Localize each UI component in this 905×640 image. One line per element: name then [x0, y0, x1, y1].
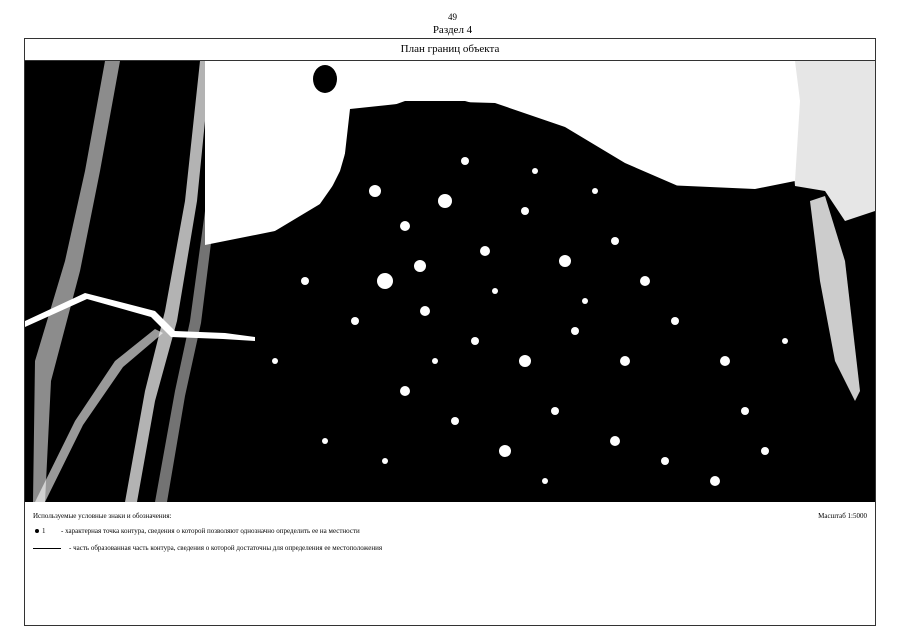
plan-title: План границ объекта	[25, 39, 875, 61]
map-pond	[313, 65, 337, 93]
page-number: 49	[448, 12, 457, 22]
point-symbol-label: 1	[42, 527, 46, 535]
legend-heading: Используемые условные знаки и обозначения:	[33, 512, 172, 520]
point-symbol	[33, 527, 61, 535]
plan-frame	[24, 38, 876, 626]
map-scale: Масштаб 1:5000	[818, 512, 867, 520]
contour-line-icon	[33, 548, 61, 549]
section-title: Раздел 4	[432, 24, 473, 36]
map-graphic	[25, 61, 875, 502]
legend-item-line	[33, 544, 389, 553]
legend-item-point	[33, 527, 360, 535]
aerial-map-image	[25, 61, 875, 502]
legend-item-point-text: - характерная точка контура, сведения о которой позволяют однозначно определить ее на местности	[61, 527, 360, 535]
point-dot-icon	[35, 529, 39, 533]
legend-item-line-text: - часть образованная часть контура, сведения о которой достаточны для определения ее местоположения	[69, 544, 383, 552]
